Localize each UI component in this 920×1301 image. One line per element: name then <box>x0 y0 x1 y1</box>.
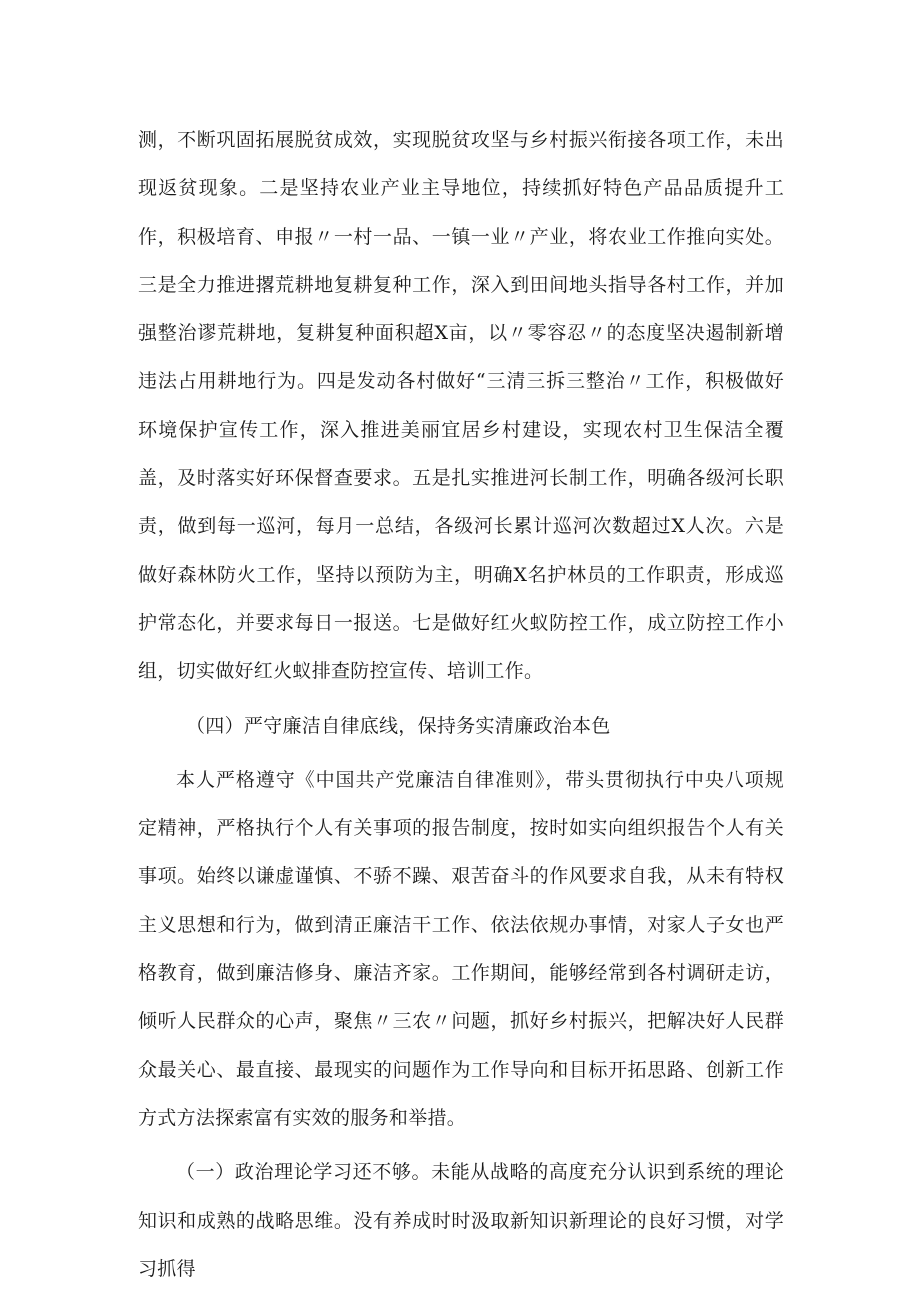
section-heading-4: （四）严守廉洁自律底线，保持务实清廉政治本色 <box>186 714 611 737</box>
paragraph-rural-work: 测，不断巩固拓展脱贫成效，实现脱贫攻坚与乡村振兴衔接各项工作，未出现返贫现象。二是坚持农业产业主导地位，持续抓好特色产品品质提升工作，积极培育、申报〃一村一品、一镇一业〃产业，将农业工作推向实处。三是全力推进撂荒耕地复耕复种工作，深入到田间地头指导各村工作，并加强整治谬荒耕地，复耕复种面积超X亩，以〃零容忍〃的态度坚决遏制新增违法占用耕地行为。四是发动各村做好“三清三拆三整治〃工作，积极做好环境保护宣传工作，深入推进美丽宜居乡村建设，实现农村卫生保洁全覆盖，及时落实好环保督查要求。五是扎实推进河长制工作，明确各级河长职责，做到每一巡河，每月一总结，各级河长累计巡河次数超过X人次。六是做好森林防火工作，坚持以预防为主，明确X名护林员的工作职责，形成巡护常态化，并要求每日一报送。七是做好红火蚁防控工作，成立防控工作小组，切实做好红火蚁排查防控宣传、培训工作。 <box>138 129 784 683</box>
paragraph-integrity: 本人严格遵守《中国共产党廉洁自律准则》，带头贯彻执行中央八项规定精神，严格执行个人有关事项的报告制度，按时如实向组织报告个人有关事项。始终以谦虚谨慎、不骄不躁、艰苦奋斗的作风要求自我，从未有特权主义思想和行为，做到清正廉洁干工作、依法依规办事情，对家人子女也严格教育，做到廉洁修身、廉洁齐家。工作期间，能够经常到各村调研走访，倾听人民群众的心声，聚焦〃三农〃问题，抓好乡村振兴，把解决好人民群众最关心、最直接、最现实的问题作为工作导向和目标开拓思路、创新工作方式方法探索富有实效的服务和举措。 <box>138 768 784 1129</box>
document-body <box>138 116 784 1293</box>
paragraph-political-theory: （一）政治理论学习还不够。未能从战略的高度充分认识到系统的理论知识和成熟的战略思维。没有养成时时汲取新知识新理论的良好习惯，对学习抓得 <box>138 1161 784 1280</box>
